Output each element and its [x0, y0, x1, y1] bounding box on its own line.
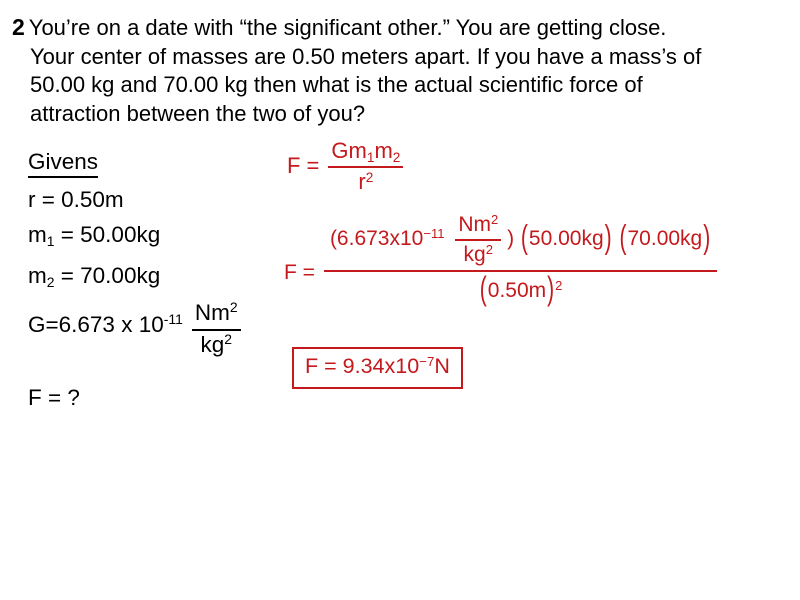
given-g-coefficient — [28, 311, 183, 338]
given-g — [28, 301, 241, 358]
substitution-g-close-paren: ) — [507, 227, 515, 251]
mass2-close-paren: ) — [703, 219, 711, 256]
givens-heading-text: Givens — [28, 148, 98, 178]
substitution-units-numerator — [455, 213, 501, 241]
substitution-mass1: 50.00kg — [528, 227, 604, 251]
substitution-g-mantissa: (6.673x10 — [329, 227, 424, 251]
formula-law-m: m — [374, 138, 393, 163]
formula-law-lhs: F = — [287, 153, 320, 179]
given-m2-symbol: m — [28, 263, 47, 288]
problem-line-4: attraction between the two of you? — [30, 100, 366, 126]
substitution-g-exponent: −11 — [423, 225, 445, 241]
substitution-unit-num-base: Nm — [458, 213, 491, 236]
formula-law-r-exp: 2 — [365, 169, 374, 185]
formula-substitution-denominator — [479, 270, 563, 308]
result-exponent: −7 — [419, 353, 435, 369]
given-g-unit-den-base: kg — [200, 331, 225, 357]
substitution-unit-den-exp: 2 — [485, 241, 493, 257]
problem-line-2: Your center of masses are 0.50 meters apart. If you have a mass’s of — [30, 43, 702, 69]
given-m1 — [28, 221, 160, 248]
mass1-close-paren: ) — [604, 219, 612, 256]
mass1-open-paren: ( — [520, 219, 528, 256]
problem-number: 2 — [12, 14, 25, 40]
formula-law — [287, 139, 403, 194]
formula-law-gm: Gm — [331, 138, 367, 163]
formula-law-sub1: 1 — [366, 150, 375, 166]
given-m2-subscript: 2 — [46, 274, 55, 291]
result-value: F = 9.34x10 — [305, 354, 420, 378]
result-unit: N — [434, 354, 450, 378]
given-g-unit-num-exp: 2 — [229, 299, 238, 316]
given-g-units-numerator — [192, 301, 241, 331]
formula-law-numerator — [328, 139, 403, 168]
given-m1-subscript: 1 — [46, 233, 55, 250]
givens-heading — [28, 148, 98, 178]
given-m2-value: = 70.00kg — [54, 263, 161, 288]
given-g-mantissa: G=6.673 x 10 — [28, 311, 164, 337]
denominator-close-paren: ) — [547, 270, 555, 308]
formula-substitution-numerator — [324, 213, 717, 272]
problem-line-3: 50.00 kg and 70.00 kg then what is the actual scientific force of — [30, 72, 643, 97]
substitution-g-units-fraction — [455, 213, 501, 266]
substitution-unit-num-exp: 2 — [490, 211, 499, 227]
substitution-units-denominator — [455, 241, 501, 266]
problem-line-1 — [12, 13, 701, 43]
formula-law-fraction — [328, 139, 403, 194]
denominator-exponent: 2 — [555, 278, 563, 294]
given-m2 — [28, 262, 160, 289]
given-g-unit-num-base: Nm — [194, 300, 230, 325]
mass2-open-paren: ( — [619, 219, 627, 256]
result-box — [292, 347, 463, 389]
given-g-units-denominator — [192, 331, 241, 358]
substitution-mass2: 70.00kg — [627, 227, 703, 251]
given-g-unit-den-exp: 2 — [224, 331, 232, 348]
formula-substitution-lhs: F = — [284, 260, 315, 284]
problem-line-1-text: You’re on a date with “the significant other.” You are getting close. — [28, 15, 667, 40]
given-m1-value: = 50.00kg — [54, 222, 161, 247]
given-g-units-fraction — [192, 301, 241, 358]
given-m1-symbol: m — [28, 222, 47, 247]
given-f-unknown: F = ? — [28, 385, 80, 410]
given-r: r = 0.50m — [28, 187, 124, 212]
formula-law-denominator — [328, 168, 403, 194]
formula-substitution-fraction — [324, 213, 717, 306]
formula-law-sub2: 2 — [392, 150, 401, 166]
substitution-radius: 0.50m — [487, 279, 547, 303]
formula-substitution — [284, 213, 717, 306]
denominator-open-paren: ( — [479, 270, 487, 308]
formula-law-r: r — [358, 169, 366, 195]
substitution-unit-den-base: kg — [463, 243, 486, 267]
problem-statement — [12, 13, 701, 128]
given-g-exponent: -11 — [163, 311, 183, 328]
substitution-g-coefficient — [330, 227, 445, 250]
